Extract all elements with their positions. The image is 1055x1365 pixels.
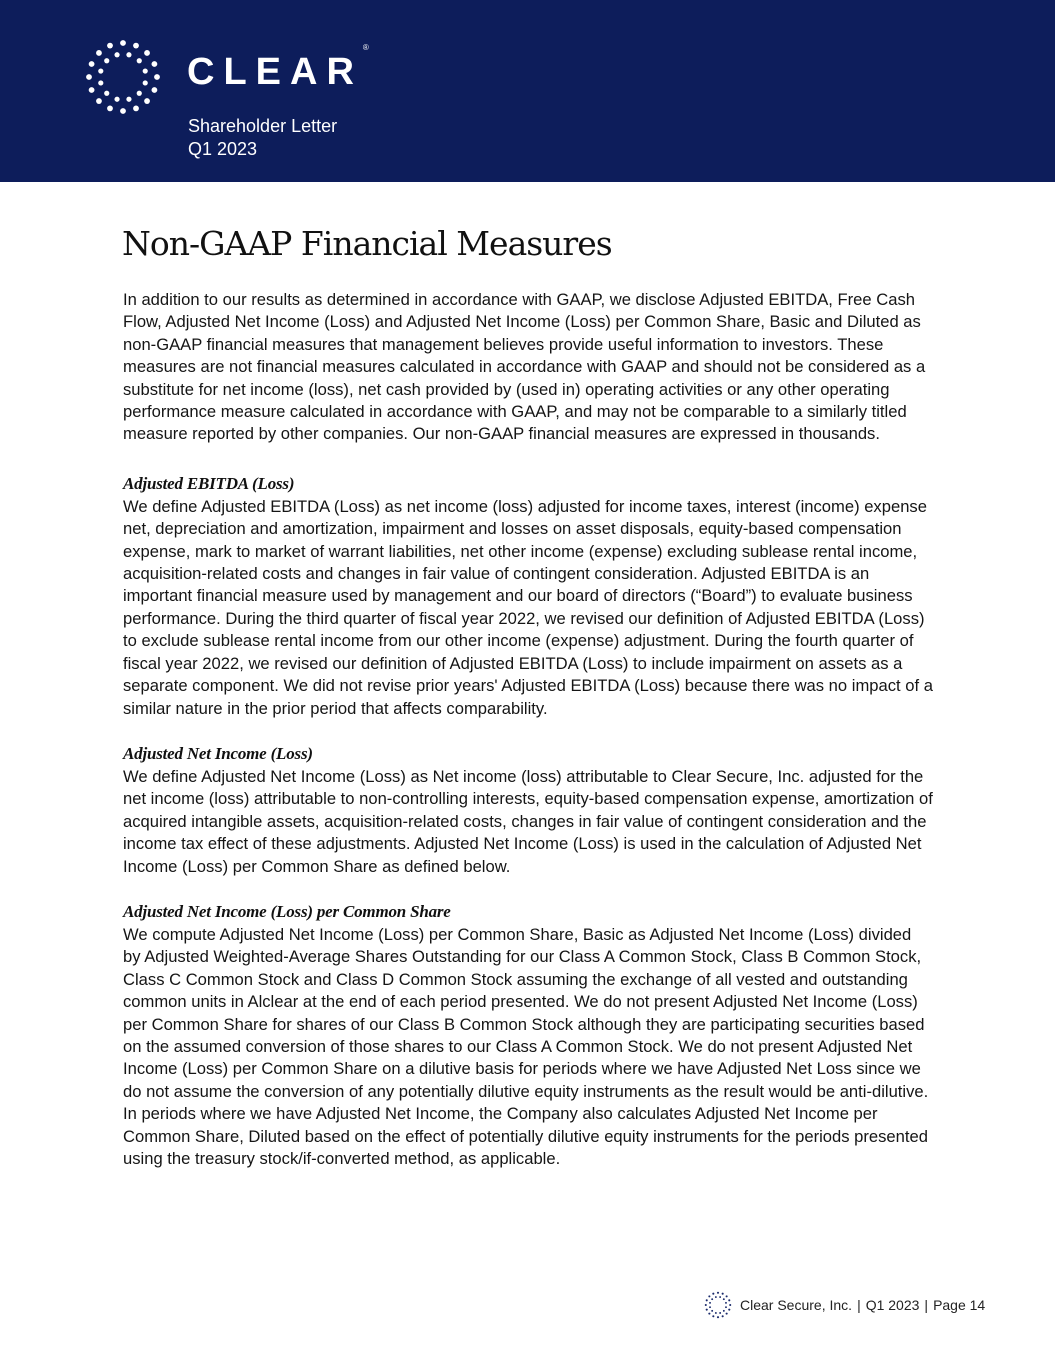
logo-dot bbox=[152, 87, 158, 93]
logo-dot bbox=[709, 1302, 711, 1304]
clear-logo-icon bbox=[84, 40, 162, 114]
logo-dot bbox=[722, 1315, 724, 1317]
logo-dot bbox=[717, 1316, 719, 1318]
section-body: We define Adjusted EBITDA (Loss) as net income (loss) adjusted for income taxes, interest (income) expense net, depreciation and amortization, impairment and losses on asset disposals, equity-based compensation expense, mark to market of warrant liabilities, net other income (expense) excluding sublease rental income, acquisition-related costs and changes in fair value of contingent consideration. Adjusted EBITDA is an important financial measure used by management and our board of directors (“Board”) to evaluate business performance. During the third quarter of fiscal year 2022, we revised our definition of Adjusted EBITDA (Loss) to exclude sublease rental income from our other income (expense) adjustment. During the fourth quarter of fiscal year 2022, we revised our definition of Adjusted EBITDA (Loss) to include impairment on assets as a separate component. We did not revise prior years' Adjusted EBITDA (Loss) because there was no impact of a similar nature in the prior period that affects comparability. bbox=[123, 496, 933, 718]
logo-dot bbox=[104, 58, 109, 63]
logo-dot bbox=[723, 1298, 725, 1300]
section-heading: Adjusted Net Income (Loss) bbox=[123, 743, 313, 763]
logo-dot bbox=[715, 1296, 717, 1298]
logo-dot bbox=[729, 1304, 731, 1306]
footer-period: Q1 2023 bbox=[865, 1297, 920, 1313]
logo-dot bbox=[708, 1313, 710, 1315]
logo-dot bbox=[144, 98, 150, 104]
logo-dot bbox=[144, 50, 150, 56]
section-heading: Adjusted EBITDA (Loss) bbox=[123, 473, 295, 493]
registered-mark: ® bbox=[362, 43, 369, 53]
logo-dot bbox=[708, 1295, 710, 1297]
logo-dot bbox=[728, 1309, 730, 1311]
logo-dot bbox=[120, 108, 126, 114]
intro-paragraph: In addition to our results as determined in accordance with GAAP, we disclose Adjusted EBITDA, Free Cash Flow, Adjusted Net Income (Loss) and Adjusted Net Income (Loss) per Common Share, Basic and Diluted as non-GAAP financial measures that management believes provide useful information to investors. These measures are not financial measures calculated in accordance with GAAP and should not be considered as a substitute for net income (loss), net cash provided by (used in) operating activities or any other operating performance measure calculated in accordance with GAAP, and may not be comparable to a similarly titled measure reported by other companies. Our non-GAAP financial measures are expressed in thousands. bbox=[123, 290, 926, 444]
footer-separator: | bbox=[857, 1297, 861, 1313]
logo-dot bbox=[728, 1299, 730, 1301]
logo-dot bbox=[96, 98, 102, 104]
logo-dot bbox=[709, 1306, 711, 1308]
logo-dot bbox=[133, 43, 139, 49]
logo-dot bbox=[126, 97, 131, 102]
logo-dot bbox=[717, 1292, 719, 1294]
logo-dot bbox=[120, 40, 126, 46]
logo-dot bbox=[712, 1315, 714, 1317]
logo-dot bbox=[725, 1306, 727, 1308]
header-banner bbox=[0, 0, 1055, 182]
logo-dot bbox=[705, 1304, 707, 1306]
logo-dot bbox=[726, 1313, 728, 1315]
logo-dot bbox=[137, 91, 142, 96]
section-body: We compute Adjusted Net Income (Loss) per Common Share, Basic as Adjusted Net Income (Loss) divided by Adjusted Weighted-Average Shares Outstanding for our Class A Common Stock, Class B Common Stock, Class C Common Stock and Class D Common Stock assuming the exchange of all vested and outstanding common units in Alclear at the end of each period presented. We do not present Adjusted Net Income (Loss) per Common Share for shares of our Class B Common Stock although they are participating securities based on the assumed conversion of those shares to our Class A Common Stock. We do not present Adjusted Net Income (Loss) per Common Share on a dilutive basis for periods where we have Adjusted Net Loss since we do not assume the conversion of any potentially dilutive equity instruments as the result would be anti-dilutive. In periods where we have Adjusted Net Income, the Company also calculates Adjusted Net Income per Common Share, Diluted based on the effect of potentially dilutive equity instruments for the periods presented using the treasury stock/if-converted method, as applicable. bbox=[123, 924, 929, 1168]
logo-dot bbox=[114, 52, 119, 57]
logo-dot bbox=[154, 74, 160, 80]
logo-dot bbox=[143, 68, 148, 73]
logo-dot bbox=[715, 1312, 717, 1314]
section-adjusted-net-income bbox=[123, 742, 933, 878]
logo-dot bbox=[711, 1310, 713, 1312]
logo-dot bbox=[126, 52, 131, 57]
logo-dot bbox=[89, 87, 95, 93]
footer-page-number: Page 14 bbox=[933, 1297, 986, 1313]
logo-dot bbox=[133, 106, 139, 112]
logo-dot bbox=[726, 1295, 728, 1297]
page-title: Non-GAAP Financial Measures bbox=[122, 224, 612, 263]
document-period: Q1 2023 bbox=[188, 139, 258, 159]
logo-dot bbox=[722, 1293, 724, 1295]
logo-dot bbox=[89, 61, 95, 67]
logo-dot bbox=[107, 106, 113, 112]
logo-dot bbox=[137, 58, 142, 63]
section-body: We define Adjusted Net Income (Loss) as Net income (loss) attributable to Clear Secure, Inc. adjusted for the net income (loss) attributable to non-controlling interests, equity-based compensation expense, amortization of acquired intangible assets, acquisition-related costs, changes in fair value of contingent consideration and the income tax effect of these adjustments. Adjusted Net Income (Loss) is used in the calculation of Adjusted Net Income (Loss) per Common Share as defined below. bbox=[123, 766, 933, 876]
brand-name: CLEAR bbox=[187, 51, 363, 93]
section-heading: Adjusted Net Income (Loss) per Common Share bbox=[123, 901, 451, 921]
logo-dot bbox=[96, 50, 102, 56]
logo-dot bbox=[152, 61, 158, 67]
logo-dot bbox=[706, 1299, 708, 1301]
logo-dot bbox=[104, 91, 109, 96]
document-type: Shareholder Letter bbox=[188, 116, 338, 136]
logo-dot bbox=[711, 1298, 713, 1300]
logo-dot bbox=[107, 43, 113, 49]
clear-logo-small-icon bbox=[704, 1291, 732, 1319]
logo-dot bbox=[143, 80, 148, 85]
logo-dot bbox=[98, 80, 103, 85]
logo-dot bbox=[719, 1312, 721, 1314]
logo-dot bbox=[86, 74, 92, 80]
section-adjusted-ebitda bbox=[123, 472, 933, 720]
logo-dot bbox=[725, 1302, 727, 1304]
section-adjusted-net-income-per-share bbox=[123, 900, 933, 1170]
footer-separator: | bbox=[924, 1297, 929, 1313]
document-body bbox=[123, 289, 933, 1170]
footer-company: Clear Secure, Inc. bbox=[740, 1297, 853, 1313]
logo-dot bbox=[706, 1309, 708, 1311]
brand-wordmark bbox=[187, 43, 369, 93]
page-footer bbox=[704, 1290, 985, 1320]
logo-dot bbox=[723, 1310, 725, 1312]
logo-dot bbox=[719, 1296, 721, 1298]
logo-dot bbox=[98, 68, 103, 73]
logo-dot bbox=[712, 1293, 714, 1295]
document-subtitle bbox=[188, 115, 337, 161]
logo-dot bbox=[114, 97, 119, 102]
